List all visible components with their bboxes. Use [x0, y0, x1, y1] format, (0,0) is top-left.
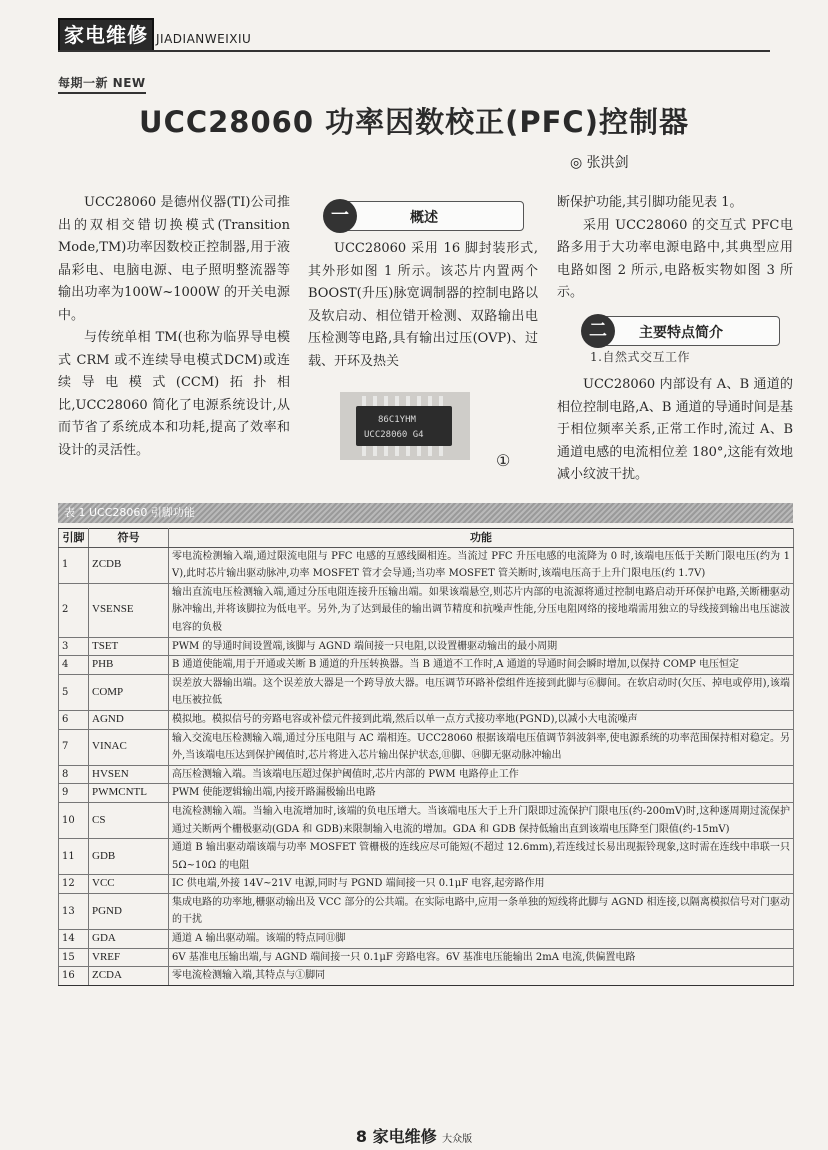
pin-function-cell: PWM 使能逻辑输出端,内接开路漏极输出电路	[169, 784, 794, 803]
section-heading-overview	[324, 201, 524, 231]
table-header-row	[59, 529, 794, 548]
pin-symbol-cell: PGND	[89, 893, 169, 929]
pin-function-cell: 输出直流电压检测输入端,通过分压电阻连接升压输出端。如果该端悬空,则芯片内部的电流源将通过控制电路启动开环保护电路,关断栅驱动脉冲输出,并将该脚拉为低电平。另外,为了达到最佳的输出调节精度和抗噪声性能,分压电阻网络的接地端需用独立的导线接到输出电压滤波电容的负极	[169, 583, 794, 637]
section-heading-features	[582, 316, 780, 346]
pin-symbol-cell: VSENSE	[89, 583, 169, 637]
masthead-logo: 家电维修	[58, 18, 154, 52]
pin-function-cell: IC 供电端,外接 14V~21V 电源,同时与 PGND 端间接一只 0.1μF 电容,起旁路作用	[169, 875, 794, 894]
pin-function-cell: 通道 A 输出驱动端。该端的特点同⑪脚	[169, 930, 794, 949]
article-author: ◎ 张洪剑	[570, 155, 629, 171]
table-row	[59, 948, 794, 967]
table-row	[59, 637, 794, 656]
table-row	[59, 547, 794, 583]
pin-function-cell: PWM 的导通时间设置端,该脚与 AGND 端间接一只电阻,以设置栅驱动输出的最小周期	[169, 637, 794, 656]
table-row	[59, 765, 794, 784]
pin-number-cell: 9	[59, 784, 89, 803]
subsection-heading: 1.自然式交互工作	[590, 350, 690, 364]
paragraph: 采用 UCC28060 的交互式 PFC电路多用于大功率电源电路中,其典型应用电路如图 2 所示,电路板实物如图 3 所示。	[557, 217, 793, 300]
pin-function-cell: 集成电路的功率地,栅驱动输出及 VCC 部分的公共端。在实际电路中,应用一条单独的短线将此脚与 AGND 相连接,以隔离模拟信号对门驱动的干扰	[169, 893, 794, 929]
table-row	[59, 802, 794, 838]
pin-function-cell: 输入交流电压检测输入端,通过分压电阻与 AC 端相连。UCC28060 根据该端电压值调节斜波斜率,使电源系统的功率范围保持相对稳定。另外,当该端电压达到保护阈值时,芯片将进入芯片输出保护状态,⑪脚、⑭脚无驱动脉冲输出	[169, 729, 794, 765]
table-row	[59, 930, 794, 949]
pin-number-cell: 6	[59, 710, 89, 729]
table-row	[59, 839, 794, 875]
pin-symbol-cell: CS	[89, 802, 169, 838]
pin-number-cell: 7	[59, 729, 89, 765]
table-row	[59, 893, 794, 929]
pin-function-cell: 模拟地。模拟信号的旁路电容或补偿元件接到此端,然后以单一点方式接功率地(PGND),以减小大电流噪声	[169, 710, 794, 729]
pin-symbol-cell: PHB	[89, 656, 169, 675]
chip-photo	[340, 392, 470, 460]
pin-symbol-cell: GDB	[89, 839, 169, 875]
pin-number-cell: 10	[59, 802, 89, 838]
pin-number-cell: 3	[59, 637, 89, 656]
table-row	[59, 583, 794, 637]
pin-symbol-cell: AGND	[89, 710, 169, 729]
section-number-badge: 一	[323, 199, 357, 233]
section-title: 主要特点简介	[639, 325, 723, 341]
pin-number-cell: 12	[59, 875, 89, 894]
chip-marking-1: 86C1YHM	[378, 415, 416, 425]
paragraph: 与传统单相 TM(也称为临界导电模式 CRM 或不连续导电模式DCM)或连续导电模式(CCM)拓扑相比,UCC28060 简化了电源系统设计,从而节省了系统成本和功耗,提高了效率和设计的灵活性。	[58, 330, 290, 458]
page-footer	[0, 1124, 828, 1147]
pin-number-cell: 15	[59, 948, 89, 967]
chip-marking-2: UCC28060 G4	[364, 430, 424, 440]
paragraph: UCC28060 是德州仪器(TI)公司推出的双相交错切换模式(Transition Mode,TM)功率因数校正控制器,用于液晶彩电、电脑电源、电子照明整流器等输出功率为100W~1000W 的开关电源中。	[58, 195, 290, 323]
pin-symbol-cell: HVSEN	[89, 765, 169, 784]
table-row	[59, 729, 794, 765]
paragraph: 断保护功能,其引脚功能见表 1。	[557, 195, 743, 210]
pin-number-cell: 13	[59, 893, 89, 929]
pin-symbol-cell: VINAC	[89, 729, 169, 765]
masthead-rule	[58, 50, 770, 52]
pin-function-cell: 电流检测输入端。当输入电流增加时,该端的负电压增大。当该端电压大于上升门限即过流保护门限电压(约-200mV)时,这种逐周期过流保护通过关断两个栅极驱动(GDA 和 GDB)来限制输入电流的增加。GDA 和 GDB 保持低输出直到该端电压降至门限值(约-15mV)	[169, 802, 794, 838]
article-title: UCC28060 功率因数校正(PFC)控制器	[139, 105, 689, 139]
footer-magazine-name: 家电维修	[372, 1127, 437, 1146]
pin-number-cell: 4	[59, 656, 89, 675]
pin-function-cell: 6V 基准电压输出端,与 AGND 端间接一只 0.1μF 旁路电容。6V 基准电压能输出 2mA 电流,供偏置电路	[169, 948, 794, 967]
pin-function-table	[58, 528, 794, 986]
pin-function-cell: 误差放大器输出端。这个误差放大器是一个跨导放大器。电压调节环路补偿组件连接到此脚与⑥脚间。在软启动时(欠压、掉电或停用),该端电压被拉低	[169, 674, 794, 710]
pin-function-cell: 高压检测输入端。当该端电压超过保护阈值时,芯片内部的 PWM 电路停止工作	[169, 765, 794, 784]
table-caption: 表 1 UCC28060 引脚功能	[58, 503, 793, 523]
page-number: 8	[355, 1127, 367, 1146]
pin-symbol-cell: ZCDB	[89, 547, 169, 583]
column-3-continued	[557, 374, 793, 487]
pin-symbol-cell: ZCDA	[89, 967, 169, 986]
table-row	[59, 710, 794, 729]
pin-symbol-cell: VCC	[89, 875, 169, 894]
pin-number-cell: 1	[59, 547, 89, 583]
pin-number-cell: 2	[59, 583, 89, 637]
pin-number-cell: 14	[59, 930, 89, 949]
column-3	[557, 192, 793, 305]
table-row	[59, 784, 794, 803]
section-number-badge: 二	[581, 314, 615, 348]
pin-function-cell: 零电流检测输入端,通过限流电阻与 PFC 电感的互感线圈相连。当流过 PFC 升压电感的电流降为 0 时,该端电压低于关断门限电压(约为 1V),此时芯片输出驱动脉冲,功率 MOSFET 管才会导通;当功率 MOSFET 管关断时,该端电压高于上升门限电压(约 1.7V)	[169, 547, 794, 583]
table-row	[59, 674, 794, 710]
column-header: 引脚	[59, 529, 89, 548]
pin-function-cell: 零电流检测输入端,其特点与①脚同	[169, 967, 794, 986]
pin-number-cell: 11	[59, 839, 89, 875]
column-1	[58, 192, 290, 462]
column-header: 符号	[89, 529, 169, 548]
masthead-pinyin: JIADIANWEIXIU	[156, 32, 252, 46]
section-title: 概述	[410, 210, 438, 226]
pin-symbol-cell: GDA	[89, 930, 169, 949]
paragraph: UCC28060 内部设有 A、B 通道的相位控制电路,A、B 通道的导通时间是基于相位频率关系,正常工作时,流过 A、B 通道电感的电流相位差 180°,这能有效地减小纹波干扰。	[557, 377, 793, 482]
column-tag: 每期一新 NEW	[58, 74, 146, 94]
pin-symbol-cell: VREF	[89, 948, 169, 967]
table-row	[59, 967, 794, 986]
pin-function-cell: B 通道使能端,用于开通或关断 B 通道的升压转换器。当 B 通道不工作时,A 通道的导通时间会瞬时增加,以保持 COMP 电压恒定	[169, 656, 794, 675]
column-2	[308, 238, 538, 373]
footer-edition: 大众版	[442, 1134, 473, 1145]
pin-function-cell: 通道 B 输出驱动端该端与功率 MOSFET 管栅极的连线应尽可能短(不超过 12.6mm),若连线过长易出现振铃现象,这时需在连线中串联一只 5Ω~10Ω 的电阻	[169, 839, 794, 875]
column-header: 功能	[169, 529, 794, 548]
figure-caption: ①	[496, 451, 511, 470]
paragraph: UCC28060 采用 16 脚封装形式,其外形如图 1 所示。该芯片内置两个 BOOST(升压)脉宽调制器的控制电路以及软启动、相位错开检测、双路输出电压检测等电路,具有输出过压(OVP)、过载、开环及热关	[308, 241, 538, 369]
table-row	[59, 875, 794, 894]
pin-symbol-cell: TSET	[89, 637, 169, 656]
table-row	[59, 656, 794, 675]
pin-symbol-cell: COMP	[89, 674, 169, 710]
pin-symbol-cell: PWMCNTL	[89, 784, 169, 803]
pin-number-cell: 5	[59, 674, 89, 710]
pin-number-cell: 8	[59, 765, 89, 784]
pin-number-cell: 16	[59, 967, 89, 986]
